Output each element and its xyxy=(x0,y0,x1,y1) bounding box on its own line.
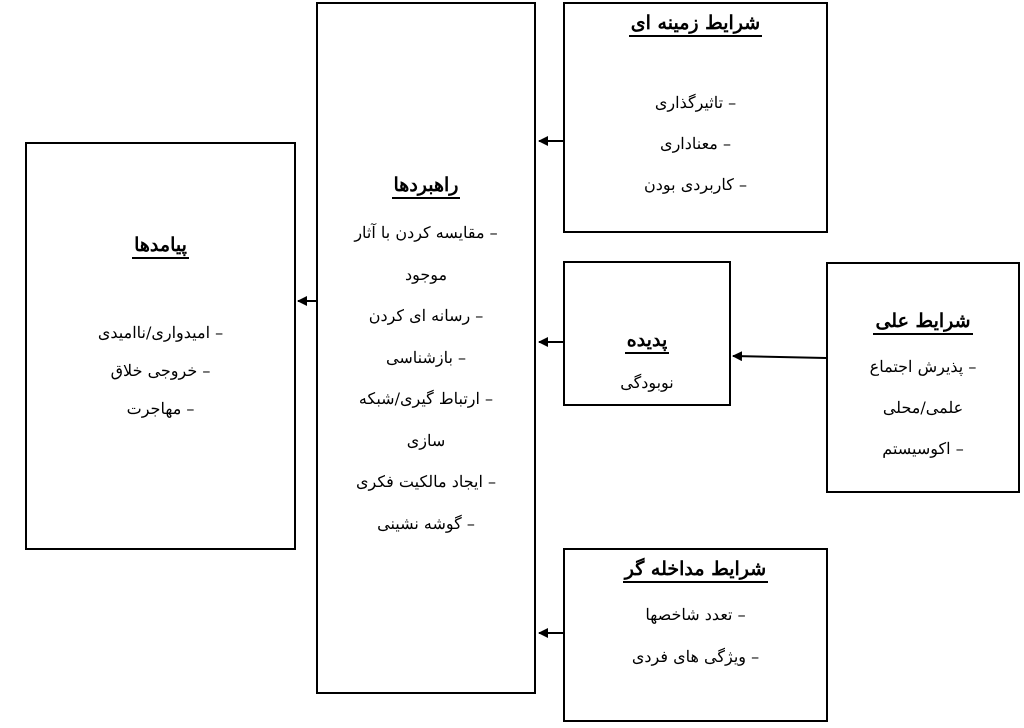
consequence-item: – خروجی خلاق xyxy=(110,361,211,380)
strategy-item: – ایجاد مالکیت فکری xyxy=(355,472,496,491)
context-item: – معناداری xyxy=(660,134,731,153)
causal-item: علمی/محلی xyxy=(882,398,964,417)
strategy-item: – رسانه ای کردن xyxy=(368,306,484,325)
strategy-item: موجود xyxy=(404,264,448,284)
consequences-title: پیامدها xyxy=(27,234,294,256)
strategy-item: سازی xyxy=(406,430,446,450)
causal-item: – پذیرش اجتماع xyxy=(869,357,977,376)
causal-item: – اکوسیستم xyxy=(882,439,964,458)
strategy-item: – مقایسه کردن با آثار xyxy=(354,223,498,242)
strategy-item: – بازشناسی xyxy=(386,347,466,367)
intervening-item: – ویژگی های فردی xyxy=(631,647,760,666)
strategy-item: – گوشه نشینی xyxy=(377,513,475,533)
context-item: – کاربردی بودن xyxy=(644,175,747,194)
phenomenon-title: پدیده xyxy=(565,329,729,351)
strategies-title: راهبردها xyxy=(318,174,534,196)
intervening-item: – تعدد شاخصها xyxy=(645,605,746,624)
consequence-item: – امیدواری/ناامیدی xyxy=(97,323,224,342)
intervening-title: شرایط مداخله گر xyxy=(565,558,826,580)
strategy-item: – ارتباط گیری/شبکه xyxy=(358,389,494,408)
consequence-item: – مهاجرت xyxy=(126,399,195,418)
causal-title: شرایط علی xyxy=(828,310,1018,332)
arrow-causal-to-phenomenon xyxy=(733,356,826,358)
context-title: شرایط زمینه ای xyxy=(565,12,826,34)
context-item: – تاثیرگذاری xyxy=(654,93,737,112)
phenomenon-item: نوبودگی xyxy=(620,373,674,392)
